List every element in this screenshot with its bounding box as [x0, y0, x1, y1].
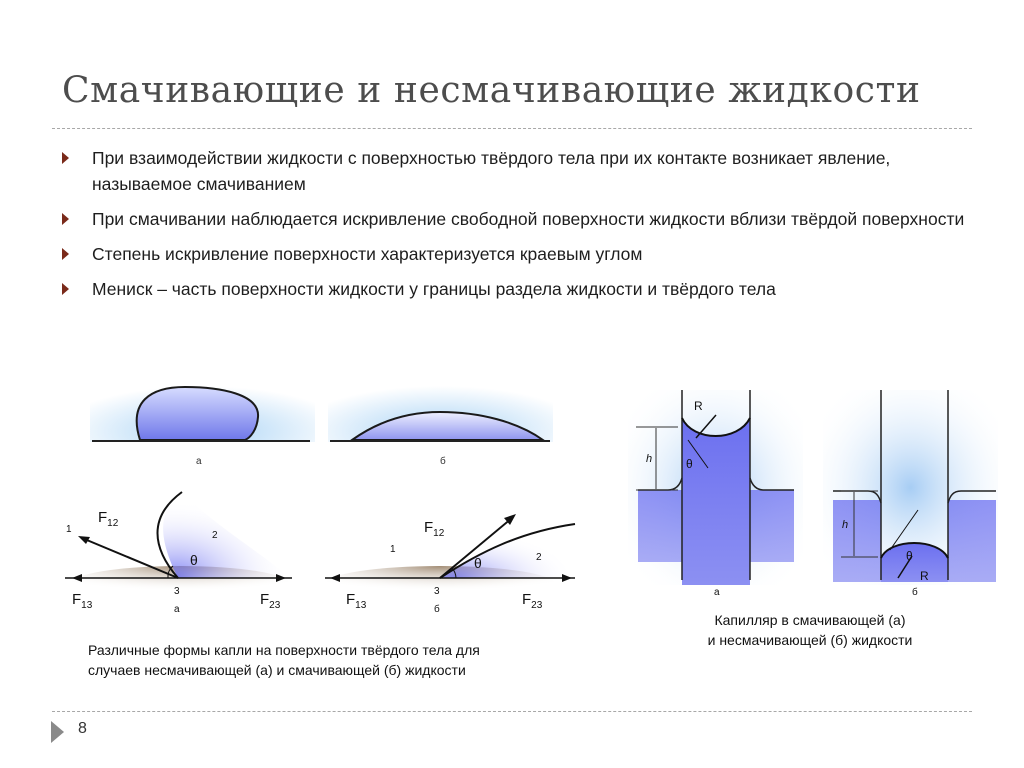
arrowhead-icon	[78, 536, 90, 544]
force-f23-label: $F_{23}$	[522, 591, 543, 611]
theta-label: θ	[686, 457, 693, 471]
label-b: б	[440, 456, 446, 467]
page-number: 8	[78, 720, 87, 737]
bullet-arrow-icon	[62, 213, 69, 225]
outer-liquid-right	[948, 500, 996, 582]
drop-shapes-figure	[60, 372, 585, 622]
bullet-text: При смачивании наблюдается искривление свободной поверхности жидкости вблизи твёрдой поверхности	[92, 209, 965, 229]
bullet-list	[62, 145, 982, 311]
radius-label: R	[694, 399, 703, 413]
diagram-label-b: б	[434, 604, 440, 615]
drop-figure-caption	[88, 640, 588, 680]
region-1-label: 1	[390, 544, 396, 555]
outer-liquid-left	[638, 490, 682, 562]
footer-divider	[52, 711, 972, 712]
capillary-label-a: а	[714, 587, 720, 598]
bullet-item	[62, 241, 982, 267]
bullet-text: Мениск – часть поверхности жидкости у границы раздела жидкости и твёрдого тела	[92, 279, 776, 299]
liquid-wedge	[163, 492, 290, 578]
theta-label: θ	[190, 552, 198, 568]
slide-title: Смачивающие и несмачивающие жидкости	[62, 70, 921, 111]
caption-line: Различные формы капли на поверхности твёрдого тела для	[88, 642, 480, 658]
outer-liquid-left	[833, 500, 881, 582]
page-marker-icon	[51, 721, 64, 743]
bullet-arrow-icon	[62, 248, 69, 260]
bullet-item	[62, 145, 982, 197]
liquid-wedge	[440, 524, 575, 578]
radius-label: R	[920, 569, 929, 583]
height-label: h	[842, 519, 849, 531]
force-f13-label: $F_{13}$	[72, 591, 93, 611]
force-f23-label: $F_{23}$	[260, 591, 281, 611]
bullet-item	[62, 276, 982, 302]
region-3-label: 3	[174, 586, 180, 597]
drop-shape-nonwetting	[137, 387, 258, 440]
capillary-label-b: б	[912, 587, 918, 598]
region-1-label: 1	[66, 524, 72, 535]
capillary-liquid-column	[682, 418, 750, 585]
bullet-text: При взаимодействии жидкости с поверхностью твёрдого тела при их контакте возникает явление, называемое смачиванием	[92, 148, 891, 194]
bullet-text: Степень искривление поверхности характеризуется краевым углом	[92, 244, 643, 264]
region-2-label: 2	[212, 530, 218, 541]
theta-label: θ	[906, 549, 913, 563]
diagram-label-a: а	[174, 604, 180, 615]
caption-line: случаев несмачивающей (а) и смачивающей (б) жидкости	[88, 662, 466, 678]
force-f12-label: $F_{12}$	[424, 519, 445, 539]
region-3-label: 3	[434, 586, 440, 597]
capillary-figure-caption	[660, 610, 960, 650]
title-divider	[52, 128, 972, 129]
force-f12-label: $F_{12}$	[98, 509, 119, 529]
theta-label: θ	[474, 555, 482, 571]
caption-line: и несмачивающей (б) жидкости	[707, 632, 913, 648]
bullet-arrow-icon	[62, 283, 69, 295]
label-a: а	[196, 456, 202, 467]
outer-liquid-right	[750, 490, 794, 562]
bullet-arrow-icon	[62, 152, 69, 164]
force-f13-label: $F_{13}$	[346, 591, 367, 611]
capillary-figure	[628, 390, 998, 602]
caption-line: Капилляр в смачивающей (а)	[714, 612, 906, 628]
bullet-item	[62, 206, 982, 232]
height-label: h	[646, 453, 653, 465]
region-2-label: 2	[536, 552, 542, 563]
